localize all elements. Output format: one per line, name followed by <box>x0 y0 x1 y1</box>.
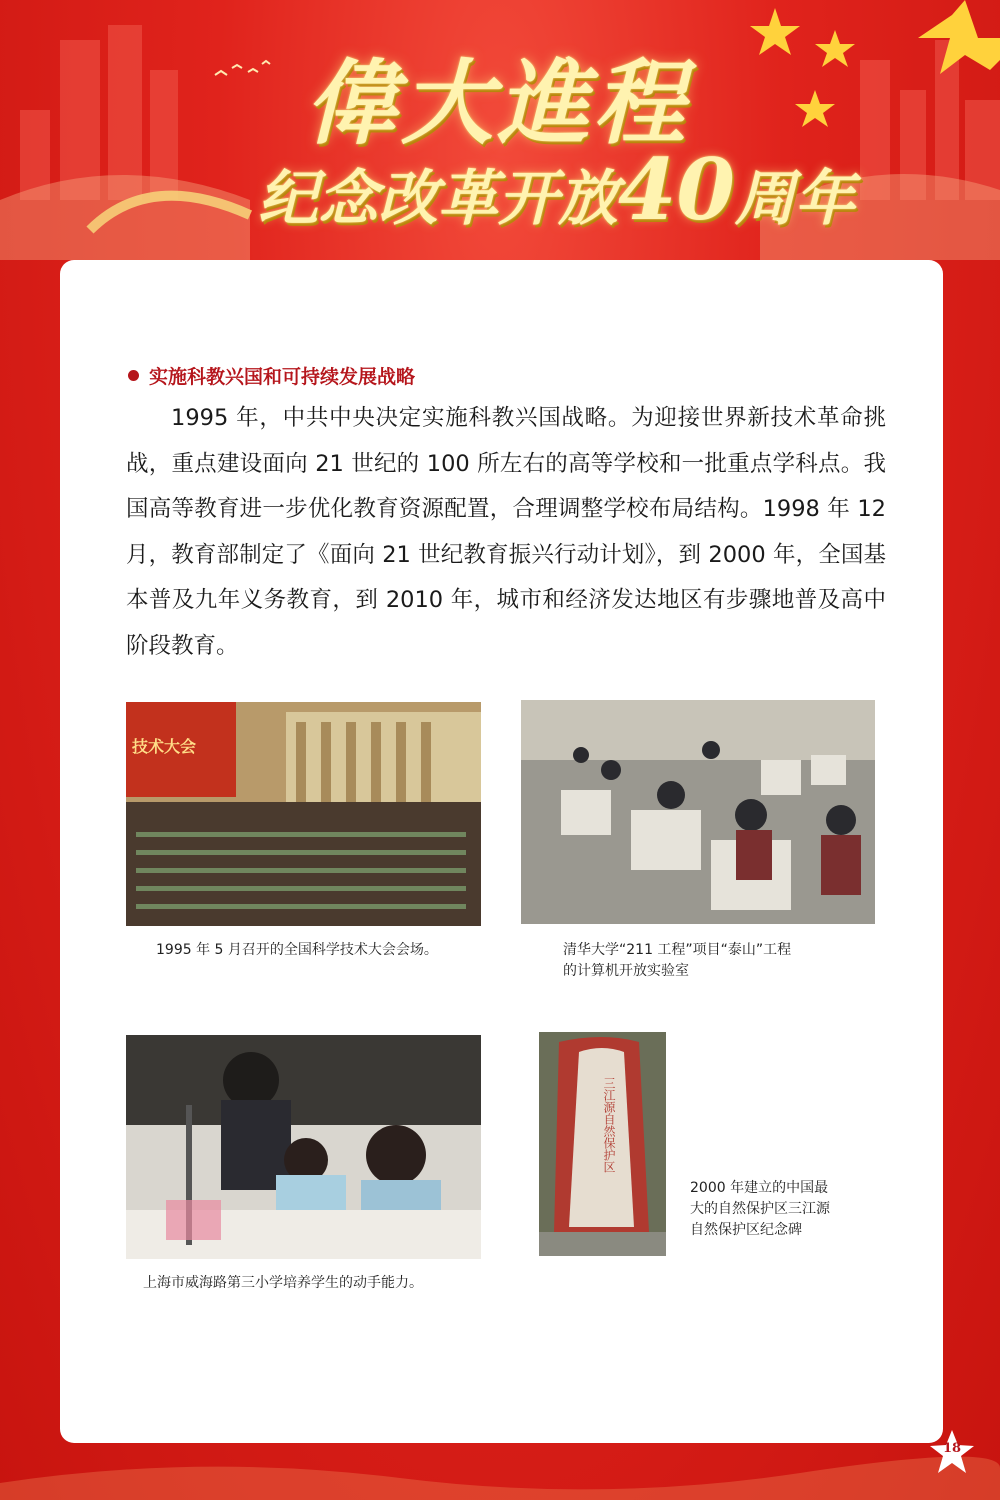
banner-subtitle <box>258 140 855 239</box>
footer-decoration <box>0 1443 1000 1500</box>
caption-computer-lab-line1: 清华大学“211 工程”项目“泰山”工程 <box>563 942 792 958</box>
page-number: 18 <box>942 1441 962 1456</box>
tsinghua-computer-lab-photo <box>521 700 875 924</box>
caption-monument-line3: 自然保护区纪念碑 <box>690 1222 802 1238</box>
caption-monument <box>690 1178 870 1241</box>
monument-inscription: 三江源自然保护区 <box>602 1077 616 1173</box>
caption-conference: 1995 年 5 月召开的全国科学技术大会会场。 <box>156 942 438 958</box>
section-body-text: 1995 年，中共中央决定实施科教兴国战略。为迎接世界新技术革命挑战，重点建设面向 21 世纪的 100 所左右的高等学校和一批重点学科点。我国高等教育进一步优化教育资源配置，合理调整学校布局结构。1998 年 12 月，教育部制定了《面向 21 世纪教育振兴行动计划》，到 2000 年，全国基本普及九年义务教育，到 2010 年，城市和经济发达地区有步骤地普及高中阶段教育。 <box>126 405 886 659</box>
section-heading-text: 实施科教兴国和可持续发展战略 <box>149 366 416 388</box>
banner-subtitle-number: 40 <box>618 140 735 239</box>
caption-monument-line2: 大的自然保护区三江源 <box>690 1201 830 1217</box>
caption-school: 上海市威海路第三小学培养学生的动手能力。 <box>143 1275 423 1291</box>
science-conference-hall-photo <box>126 702 481 926</box>
shanghai-school-handcraft-photo <box>126 1035 481 1259</box>
caption-computer-lab-line2: 的计算机开放实验室 <box>563 963 689 979</box>
section-heading <box>128 362 415 389</box>
banner-title: 偉大進程 <box>305 49 690 157</box>
hall-banner-text: 技术大会 <box>132 737 197 756</box>
bullet-dot-icon <box>128 370 139 381</box>
banner-subtitle-text-a: 纪念改革开放 <box>258 164 618 234</box>
caption-computer-lab <box>563 940 873 982</box>
sanjiangyuan-monument-photo <box>539 1032 666 1256</box>
caption-monument-line1: 2000 年建立的中国最 <box>690 1180 829 1196</box>
banner-subtitle-text-b: 周年 <box>734 164 855 234</box>
header-banner <box>0 0 1000 260</box>
